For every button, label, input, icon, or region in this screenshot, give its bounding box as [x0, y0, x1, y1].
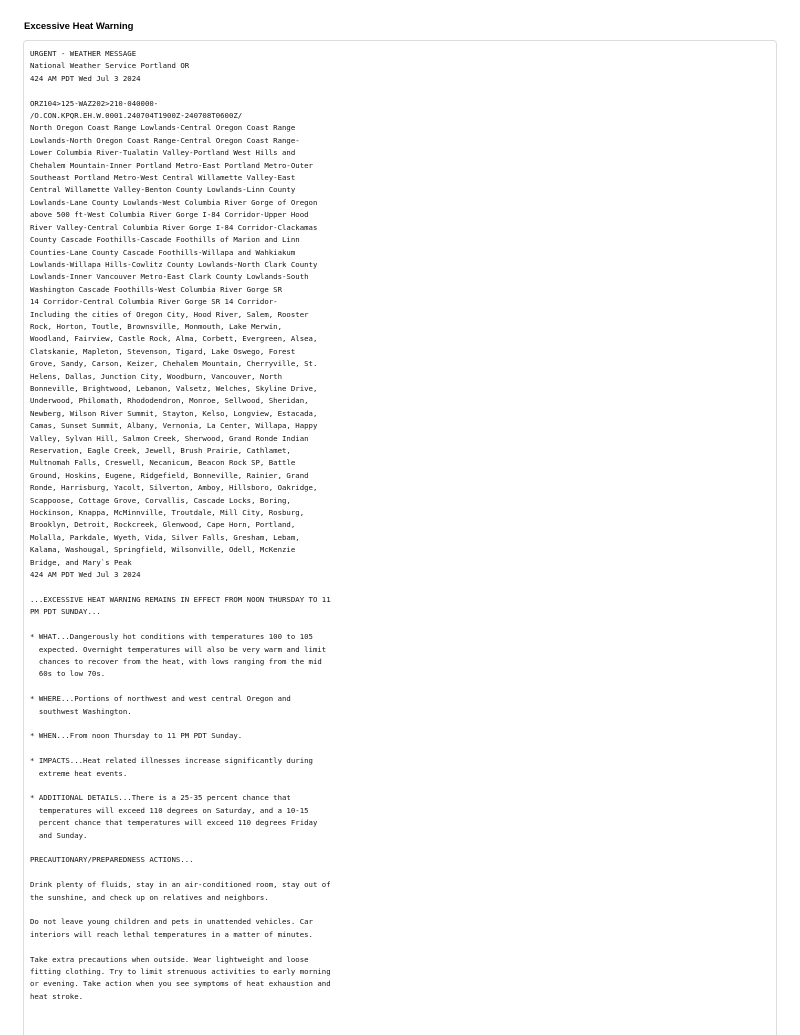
- weather-message-text: URGENT - WEATHER MESSAGE National Weather Service Portland OR 424 AM PDT Wed Jul 3 2024 ORZ104>125-WAZ202>210-040000- /O.CON.KPQR.EH.W.0001.240704T1900Z-240708T0600Z/ North Oregon Coast Range Lowlands-Central Oregon Coast Range Lowlands-North Oregon Coast Range-Central Oregon Coast Range- Lower Columbia River-Tualatin Valley-Portland West Hills and Chehalem Mountain-Inner Portland Metro-East Portland Metro-Outer Southeast Portland Metro-West Central Willamette Valley-East Central Willamette Valley-Benton County Lowlands-Linn County Lowlands-Lane County Lowlands-West Columbia River Gorge of Oregon above 500 ft-West Columbia River Gorge I-84 Corridor-Upper Hood River Valley-Central Columbia River Gorge I-84 Corridor-Clackamas County Cascade Foothills-Cascade Foothills of Marion and Linn Counties-Lane County Cascade Foothills-Willapa and Wahkiakum Lowlands-Willapa Hills-Cowlitz County Lowlands-North Clark County Lowlands-Inner Vancouver Metro-East Clark County Lowlands-South Washington Cascade Foothills-West Columbia River Gorge SR 14 Corridor-Central Columbia River Gorge SR 14 Corridor- Including the cities of Oregon City, Hood River, Salem, Rooster Rock, Horton, Toutle, Brownsville, Monmouth, Lake Merwin, Woodland, Fairview, Castle Rock, Alma, Corbett, Evergreen, Alsea, Clatskanie, Mapleton, Stevenson, Tigard, Lake Oswego, Forest Grove, Sandy, Carson, Keizer, Chehalem Mountain, Cherryville, St. Helens, Dallas, Junction City, Woodburn, Vancouver, North Bonneville, Brightwood, Lebanon, Valsetz, Welches, Skyline Drive, Underwood, Philomath, Rhododendron, Monroe, Sellwood, Sheridan, Newberg, Wilson River Summit, Stayton, Kelso, Longview, Estacada, Camas, Sunset Summit, Albany, Vernonia, La Center, Willapa, Happy Valley, Sylvan Hill, Salmon Creek, Sherwood, Grand Ronde Indian Reservation, Eagle Creek, Jewell, Brush Prairie, Cathlamet, Multnomah Falls, Creswell, Necanicum, Beacon Rock SP, Battle Ground, Hoskins, Eugene, Ridgefield, Bonneville, Rainier, Grand Ronde, Harrisburg, Yacolt, Silverton, Amboy, Hillsboro, Oakridge, Scappoose, Cottage Grove, Corvallis, Cascade Locks, Boring, Hockinson, Knappa, McMinnville, Troutdale, Mill City, Rosburg, Brooklyn, Detroit, Rockcreek, Glenwood, Cape Horn, Portland, Molalla, Parkdale, Wyeth, Vida, Silver Falls, Gresham, Lebam, Kalama, Washougal, Springfield, Wilsonville, Odell, McKenzie Bridge, and Mary`s Peak 424 AM PDT Wed Jul 3 2024 ...EXCESSIVE HEAT WARNING REMAINS IN EFFECT FROM NOON THURSDAY TO 11 PM PDT SUNDAY... * WHAT...Dangerously hot conditions with temperatures 100 to 105 expected. Overnight temperatures will also be very warm and limit chances to recover from the heat, with lows ranging from the mid 60s to low 70s. * WHERE...Portions of northwest and west central Oregon and southwest Washington. * WHEN...From noon Thursday to 11 PM PDT Sunday. * IMPACTS...Heat related illnesses increase significantly during extreme heat events. * ADDITIONAL DETAILS...There is a 25-35 percent chance that temperatures will exceed 110 degrees on Saturday, and a 10-15 percent chance that temperatures will exceed 110 degrees Friday and Sunday. PRECAUTIONARY/PREPAREDNESS ACTIONS... Drink plenty of fluids, stay in an air-conditioned room, stay out of the sunshine, and check up on relatives and neighbors. Do not leave young children and pets in unattended vehicles. Car interiors will reach lethal temperatures in a matter of minutes. Take extra precautions when outside. Wear lightweight and loose fitting clothing. Try to limit strenuous activities to early morning or evening. Take action when you see symptoms of heat exhaustion and heat stroke.: [30, 49, 331, 1001]
- page-title: Excessive Heat Warning: [24, 21, 134, 32]
- message-panel: [23, 40, 777, 1035]
